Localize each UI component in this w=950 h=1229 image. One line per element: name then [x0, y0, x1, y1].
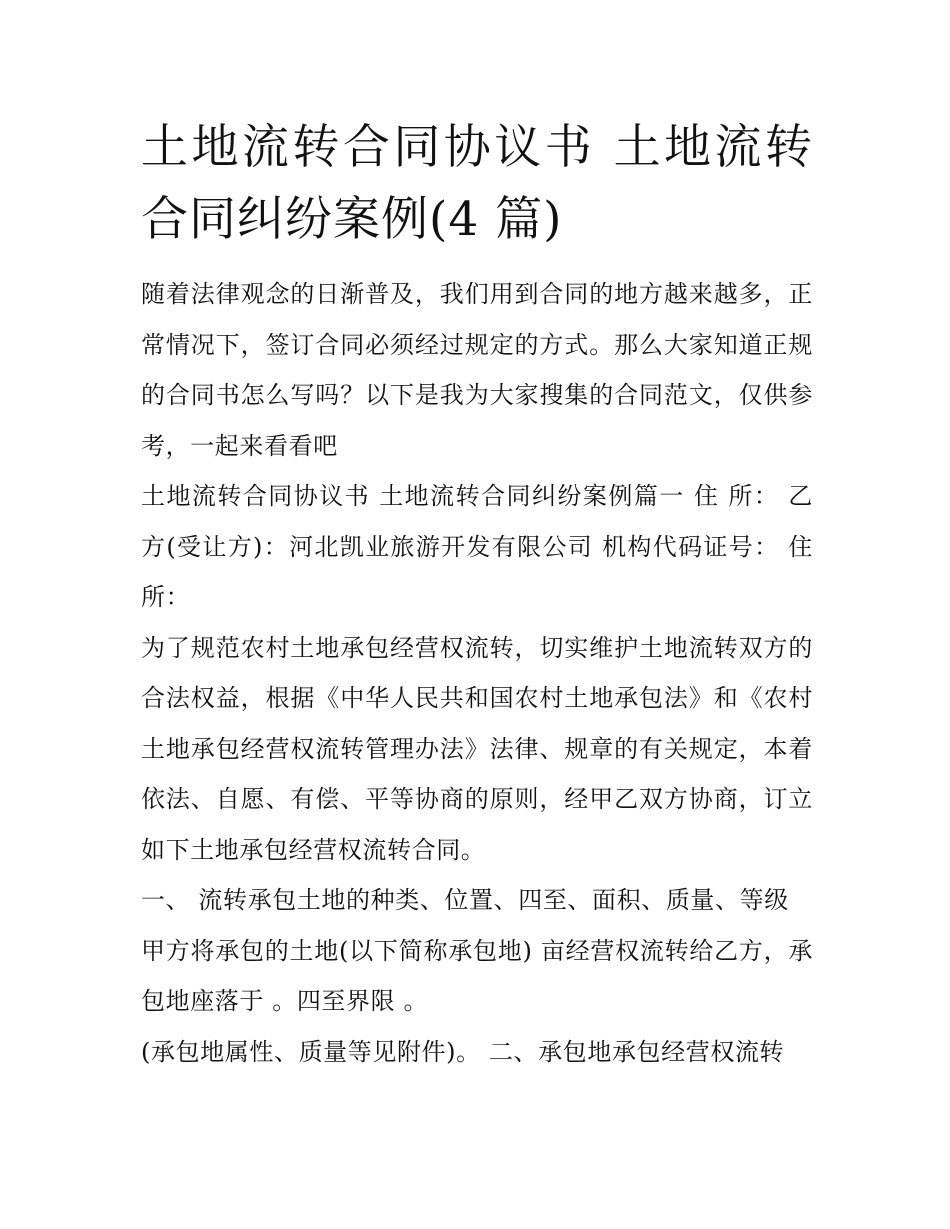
land-location-paragraph: 甲方将承包的土地(以下简称承包地) 亩经营权流转给乙方，承包地座落于 。四至界限 。 — [141, 936, 813, 1015]
attachment-note-paragraph: (承包地属性、质量等见附件)。 二、承包地承包经营权流转 — [141, 1037, 785, 1066]
document-body — [141, 112, 813, 1077]
document-title: 土地流转合同协议书 土地流转合同纠纷案例(4 篇) — [141, 120, 813, 247]
purpose-paragraph: 为了规范农村土地承包经营权流转，切实维护土地流转双方的合法权益，根据《中华人民共和国农村土地承包法》和《农村土地承包经营权流转管理办法》法律、规章的有关规定，本着依法、自愿、有偿、平等协商的原则，经甲乙双方协商，订立如下土地承包经营权流转合同。 — [141, 633, 813, 864]
parties-paragraph: 土地流转合同协议书 土地流转合同纠纷案例篇一 住 所： 乙方(受让方)：河北凯业旅游开发有限公司 机构代码证号： 住所： — [141, 482, 813, 611]
section-heading-1: 一、 流转承包土地的种类、位置、四至、面积、质量、等级 — [141, 886, 789, 914]
intro-paragraph: 随着法律观念的日渐普及，我们用到合同的地方越来越多，正常情况下，签订合同必须经过规定的方式。那么大家知道正规的合同书怎么写吗？以下是我为大家搜集的合同范文，仅供参考，一起来看看吧 — [141, 280, 813, 460]
